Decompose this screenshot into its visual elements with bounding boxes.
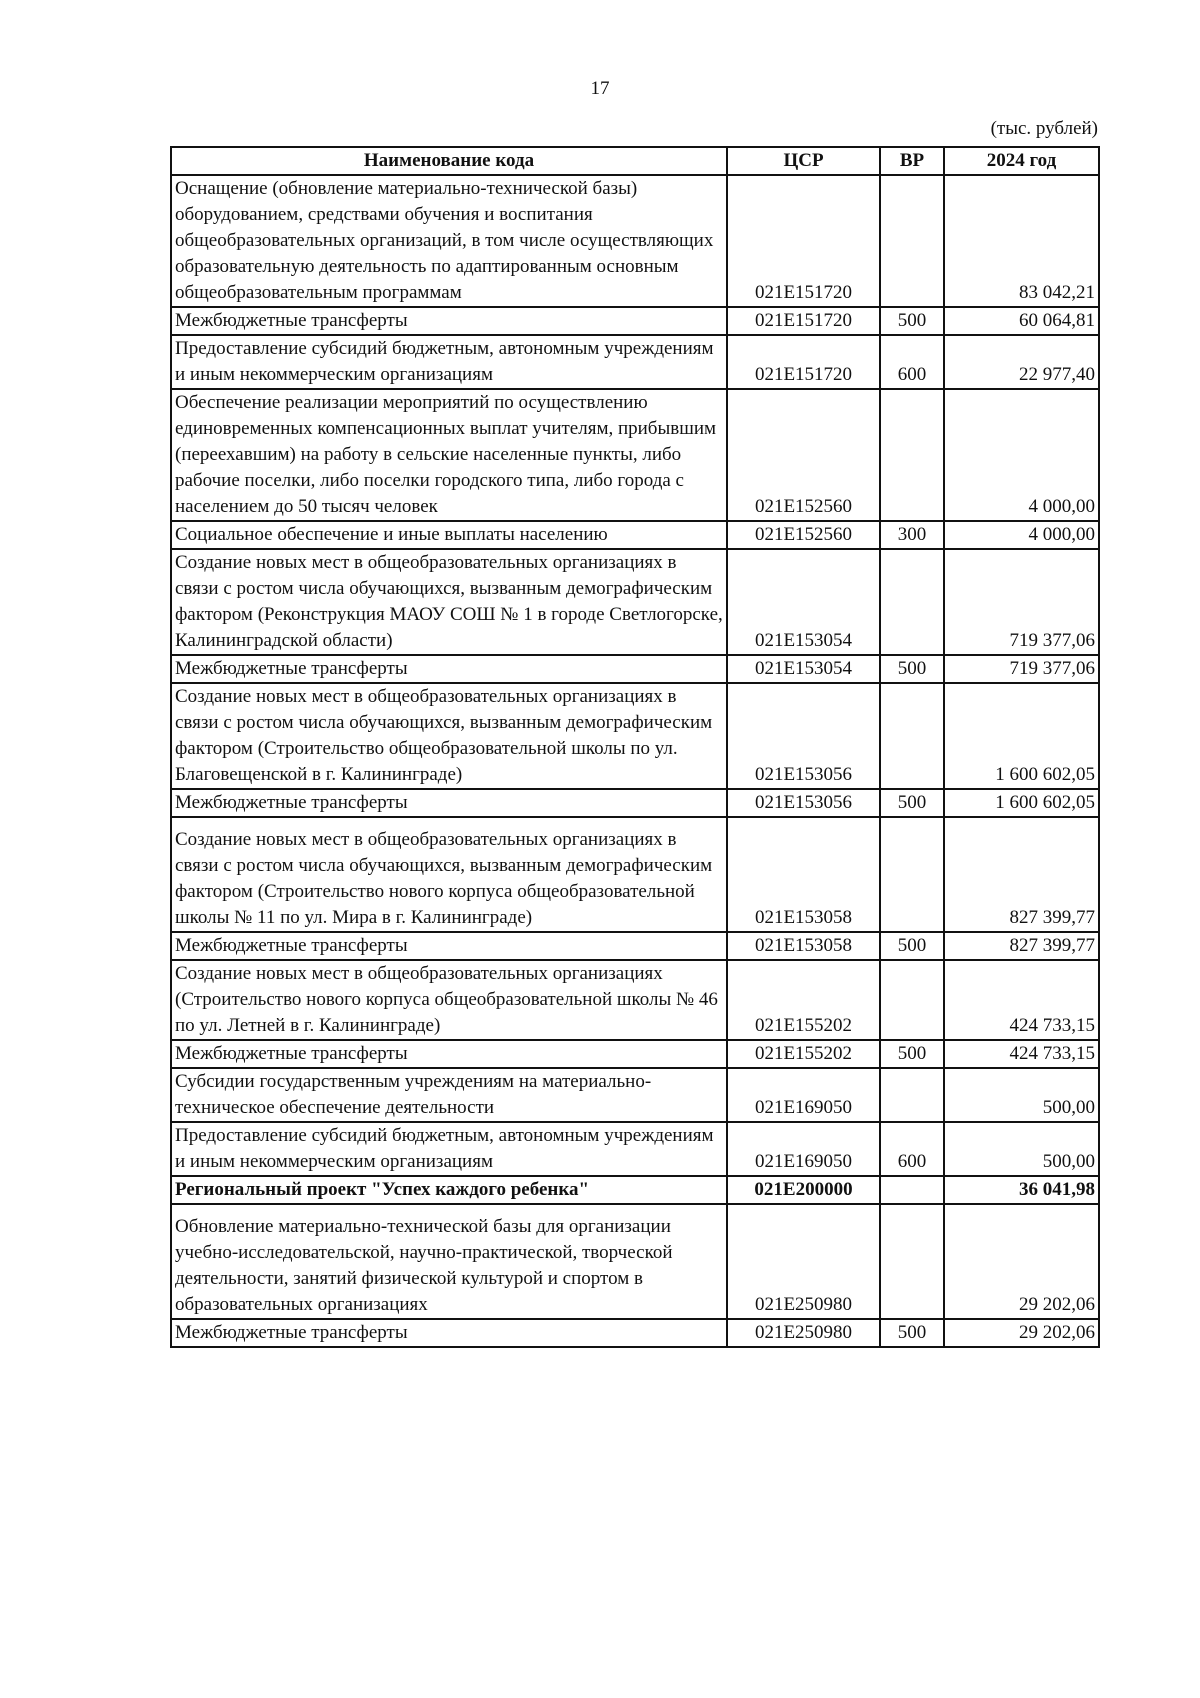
row-name: Создание новых мест в общеобразовательных организациях в связи с ростом числа обучающихся, вызванным демографическим фактором (Строительство общеобразовательной школы по ул. Благовещенской в г. Калининграде) xyxy=(171,683,727,789)
row-vr: 500 xyxy=(880,1040,944,1068)
table-row xyxy=(171,932,1099,960)
row-csr: 021E152560 xyxy=(727,389,880,521)
header-name: Наименование кода xyxy=(171,147,727,175)
row-csr: 021E153058 xyxy=(727,817,880,932)
row-name: Обновление материально-технической базы для организации учебно-исследовательской, научно-практической, творческой деятельности, занятий физической культурой и спортом в образовательных организациях xyxy=(171,1204,727,1319)
header-year: 2024 год xyxy=(944,147,1099,175)
header-vr: ВР xyxy=(880,147,944,175)
row-sum: 29 202,06 xyxy=(944,1204,1099,1319)
row-csr: 021E153054 xyxy=(727,549,880,655)
row-vr xyxy=(880,175,944,307)
table-row xyxy=(171,1040,1099,1068)
row-sum: 22 977,40 xyxy=(944,335,1099,389)
table-row xyxy=(171,789,1099,817)
table-row xyxy=(171,335,1099,389)
row-name: Межбюджетные трансферты xyxy=(171,307,727,335)
row-sum: 83 042,21 xyxy=(944,175,1099,307)
row-sum: 424 733,15 xyxy=(944,1040,1099,1068)
row-sum: 60 064,81 xyxy=(944,307,1099,335)
row-sum: 424 733,15 xyxy=(944,960,1099,1040)
row-vr xyxy=(880,960,944,1040)
row-name: Предоставление субсидий бюджетным, автономным учреждениям и иным некоммерческим организациям xyxy=(171,335,727,389)
table-row-section xyxy=(171,1176,1099,1204)
row-vr xyxy=(880,389,944,521)
row-name: Субсидии государственным учреждениям на материально-техническое обеспечение деятельности xyxy=(171,1068,727,1122)
row-vr: 500 xyxy=(880,307,944,335)
row-name: Оснащение (обновление материально-технической базы) оборудованием, средствами обучения и воспитания общеобразовательных организаций, в том числе осуществляющих образовательную деятельность по адаптированным основным общеобразовательным программам xyxy=(171,175,727,307)
row-sum: 827 399,77 xyxy=(944,817,1099,932)
table-row xyxy=(171,389,1099,521)
row-csr: 021E169050 xyxy=(727,1122,880,1176)
row-csr: 021E153056 xyxy=(727,789,880,817)
row-vr: 600 xyxy=(880,1122,944,1176)
row-sum: 827 399,77 xyxy=(944,932,1099,960)
table-row xyxy=(171,521,1099,549)
budget-table xyxy=(170,146,1100,1348)
row-vr: 500 xyxy=(880,932,944,960)
row-vr: 600 xyxy=(880,335,944,389)
table-row xyxy=(171,655,1099,683)
row-csr: 021E153056 xyxy=(727,683,880,789)
row-name: Межбюджетные трансферты xyxy=(171,1319,727,1347)
row-csr: 021E250980 xyxy=(727,1204,880,1319)
table-row xyxy=(171,307,1099,335)
table-row xyxy=(171,1122,1099,1176)
table-header-row xyxy=(171,147,1099,175)
row-name: Межбюджетные трансферты xyxy=(171,655,727,683)
row-vr: 500 xyxy=(880,655,944,683)
units-label: (тыс. рублей) xyxy=(990,118,1098,139)
row-vr: 500 xyxy=(880,1319,944,1347)
row-name: Межбюджетные трансферты xyxy=(171,932,727,960)
row-csr: 021E250980 xyxy=(727,1319,880,1347)
row-csr: 021E169050 xyxy=(727,1068,880,1122)
row-vr xyxy=(880,683,944,789)
row-sum: 4 000,00 xyxy=(944,389,1099,521)
page-number: 17 xyxy=(590,78,610,99)
row-vr xyxy=(880,1176,944,1204)
table-row xyxy=(171,1319,1099,1347)
row-sum: 29 202,06 xyxy=(944,1319,1099,1347)
row-csr: 021E155202 xyxy=(727,960,880,1040)
row-vr xyxy=(880,1068,944,1122)
row-sum: 1 600 602,05 xyxy=(944,683,1099,789)
row-sum: 36 041,98 xyxy=(944,1176,1099,1204)
row-sum: 500,00 xyxy=(944,1068,1099,1122)
row-vr: 500 xyxy=(880,789,944,817)
row-csr: 021E200000 xyxy=(727,1176,880,1204)
row-name: Обеспечение реализации мероприятий по осуществлению единовременных компенсационных выплат учителям, прибывшим (переехавшим) на работу в сельские населенные пункты, либо рабочие поселки, либо поселки городского типа, либо города с населением до 50 тысяч человек xyxy=(171,389,727,521)
table-row xyxy=(171,683,1099,789)
row-csr: 021E151720 xyxy=(727,307,880,335)
row-vr xyxy=(880,549,944,655)
row-name: Региональный проект "Успех каждого ребенка" xyxy=(171,1176,727,1204)
row-sum: 500,00 xyxy=(944,1122,1099,1176)
row-vr xyxy=(880,817,944,932)
row-csr: 021E153054 xyxy=(727,655,880,683)
row-name: Создание новых мест в общеобразовательных организациях в связи с ростом числа обучающихся, вызванным демографическим фактором (Реконструкция МАОУ СОШ № 1 в городе Светлогорске, Калининградской области) xyxy=(171,549,727,655)
row-name: Социальное обеспечение и иные выплаты населению xyxy=(171,521,727,549)
row-sum: 1 600 602,05 xyxy=(944,789,1099,817)
row-name: Предоставление субсидий бюджетным, автономным учреждениям и иным некоммерческим организациям xyxy=(171,1122,727,1176)
row-name: Межбюджетные трансферты xyxy=(171,789,727,817)
row-sum: 719 377,06 xyxy=(944,549,1099,655)
table-row xyxy=(171,817,1099,932)
row-name: Создание новых мест в общеобразовательных организациях в связи с ростом числа обучающихся, вызванным демографическим фактором (Строительство нового корпуса общеобразовательной школы № 11 по ул. Мира в г. Калининграде) xyxy=(171,817,727,932)
header-csr: ЦСР xyxy=(727,147,880,175)
table-row xyxy=(171,960,1099,1040)
table-row xyxy=(171,1068,1099,1122)
row-csr: 021E152560 xyxy=(727,521,880,549)
row-vr: 300 xyxy=(880,521,944,549)
table-row xyxy=(171,549,1099,655)
table-row xyxy=(171,1204,1099,1319)
row-sum: 719 377,06 xyxy=(944,655,1099,683)
row-sum: 4 000,00 xyxy=(944,521,1099,549)
row-csr: 021E151720 xyxy=(727,175,880,307)
row-name: Межбюджетные трансферты xyxy=(171,1040,727,1068)
row-csr: 021E155202 xyxy=(727,1040,880,1068)
row-name: Создание новых мест в общеобразовательных организациях (Строительство нового корпуса общеобразовательной школы № 46 по ул. Летней в г. Калининграде) xyxy=(171,960,727,1040)
row-csr: 021E151720 xyxy=(727,335,880,389)
row-csr: 021E153058 xyxy=(727,932,880,960)
row-vr xyxy=(880,1204,944,1319)
table-row xyxy=(171,175,1099,307)
